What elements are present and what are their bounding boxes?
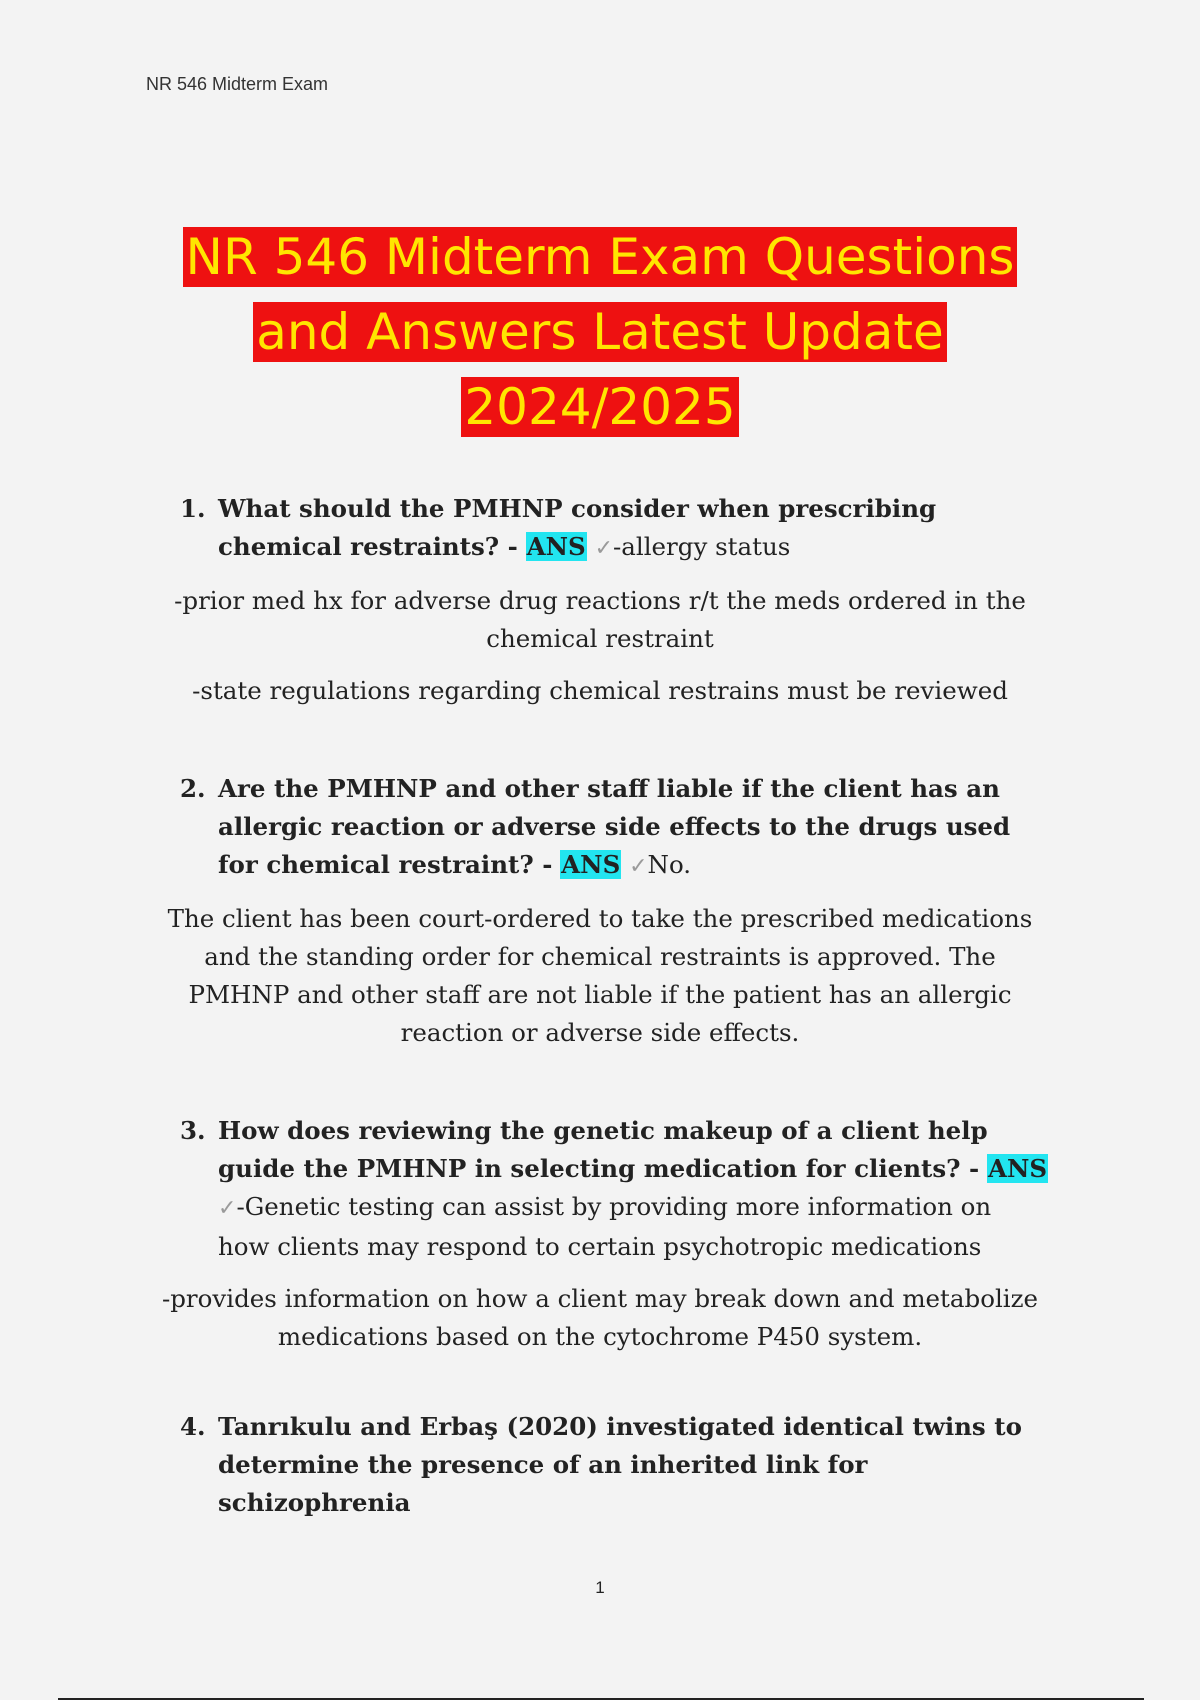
answer-text: No. bbox=[647, 850, 692, 879]
answer-text: -allergy status bbox=[613, 532, 791, 561]
running-header: NR 546 Midterm Exam bbox=[146, 74, 329, 94]
spacer bbox=[150, 1052, 1050, 1112]
question-number: 1. bbox=[180, 494, 206, 523]
question-text: Tanrıkulu and Erbaş (2020) investigated identical twins to determine the presence of an inherited link for schizophrenia bbox=[218, 1412, 1022, 1517]
spacer bbox=[150, 710, 1050, 770]
question-1 bbox=[150, 490, 1050, 568]
title-line-3: 2024/2025 bbox=[461, 377, 738, 437]
question-number: 2. bbox=[180, 774, 206, 803]
answer-label: ANS bbox=[987, 1154, 1048, 1183]
answer-label: ANS bbox=[561, 850, 621, 879]
question-2 bbox=[150, 770, 1050, 886]
question-4 bbox=[150, 1408, 1050, 1522]
page-number: 1 bbox=[595, 1578, 605, 1597]
answer-text: -Genetic testing can assist by providing more information on how clients may respond to certain psychotropic medications bbox=[218, 1192, 992, 1261]
answer-paragraph: -prior med hx for adverse drug reactions r/t the meds ordered in the chemical restraint bbox=[174, 586, 1026, 653]
checkmark-icon: ✓ bbox=[218, 1196, 237, 1221]
question-number: 3. bbox=[180, 1116, 206, 1145]
checkmark-icon: ✓ bbox=[594, 536, 613, 561]
answer-paragraph: -state regulations regarding chemical restrains must be reviewed bbox=[192, 676, 1008, 705]
checkmark-icon: ✓ bbox=[629, 854, 648, 879]
question-number: 4. bbox=[180, 1412, 206, 1441]
spacer bbox=[150, 1356, 1050, 1408]
title-line-2: and Answers Latest Update bbox=[253, 302, 947, 362]
questions-list bbox=[150, 490, 1050, 1522]
answer-label: ANS bbox=[526, 532, 586, 561]
question-text: What should the PMHNP consider when prescribing chemical restraints? - bbox=[218, 494, 937, 561]
question-3 bbox=[150, 1112, 1050, 1266]
question-text: Are the PMHNP and other staff liable if the client has an allergic reaction or adverse side effects to the drugs used for chemical restraint? - bbox=[218, 774, 1011, 879]
title-line-1: NR 546 Midterm Exam Questions bbox=[183, 227, 1018, 287]
answer-paragraph: The client has been court-ordered to take the prescribed medications and the standing order for chemical restraints is approved. The PMHNP and other staff are not liable if the patient has an allergic reaction or adverse side effects. bbox=[167, 904, 1033, 1047]
question-text: How does reviewing the genetic makeup of a client help guide the PMHNP in selecting medication for clients? - bbox=[218, 1116, 988, 1183]
document-title bbox=[100, 220, 1100, 445]
answer-paragraph: -provides information on how a client may break down and metabolize medications based on the cytochrome P450 system. bbox=[161, 1284, 1039, 1351]
